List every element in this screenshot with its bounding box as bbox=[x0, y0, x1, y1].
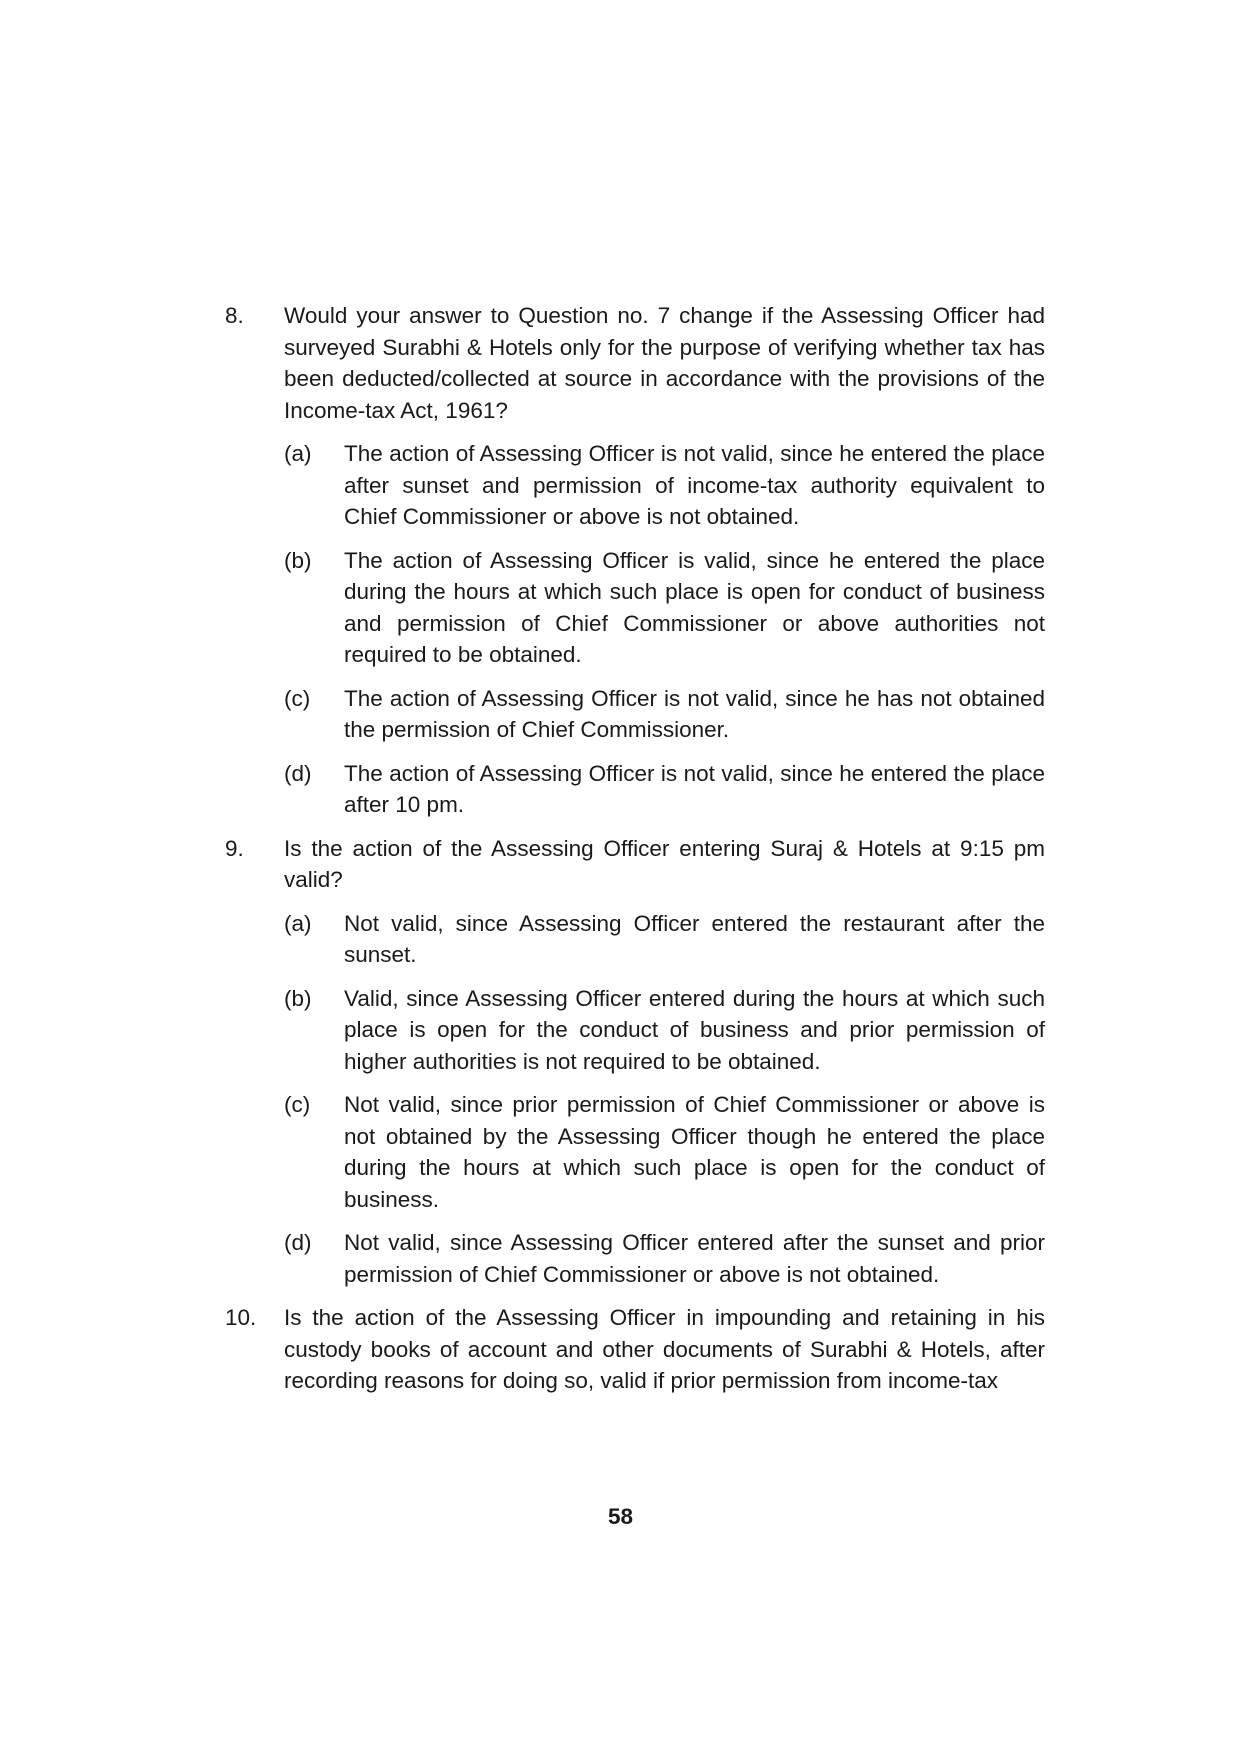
option-label: (b) bbox=[284, 985, 312, 1011]
question-9 bbox=[225, 833, 1045, 1291]
option-label: (b) bbox=[284, 547, 312, 573]
option-text: The action of Assessing Officer is valid, since he entered the place during the hours at which such place is open for conduct of business and permission of Chief Commissioner or above authorities not required to be obtained. bbox=[344, 547, 1045, 667]
option-text: The action of Assessing Officer is not valid, since he entered the place after sunset and permission of income-tax authority equivalent to Chief Commissioner or above is not obtained. bbox=[344, 441, 1045, 529]
page-number: 58 bbox=[607, 1504, 634, 1529]
questions-section bbox=[225, 300, 1045, 1409]
option-text: Valid, since Assessing Officer entered during the hours at which such place is open for the conduct of business and prior permission of higher authorities is not required to be obtained. bbox=[344, 985, 1045, 1074]
question-number: 10. bbox=[225, 1305, 257, 1330]
option-a bbox=[284, 908, 1045, 971]
option-label: (d) bbox=[284, 1230, 312, 1255]
option-d bbox=[284, 1227, 1045, 1290]
question-text: Is the action of the Assessing Officer entering Suraj & Hotels at 9:15 pm valid? bbox=[284, 835, 1045, 892]
option-label: (c) bbox=[284, 685, 311, 711]
question-number: 8. bbox=[225, 303, 244, 328]
options-list bbox=[284, 438, 1045, 821]
option-d bbox=[284, 758, 1045, 821]
option-text: Not valid, since Assessing Officer entered the restaurant after the sunset. bbox=[344, 910, 1045, 967]
option-c bbox=[284, 1089, 1045, 1215]
option-label: (d) bbox=[284, 760, 312, 786]
option-b bbox=[284, 545, 1045, 671]
options-list bbox=[284, 908, 1045, 1291]
option-label: (c) bbox=[284, 1092, 311, 1117]
option-c bbox=[284, 683, 1045, 746]
question-text: Would your answer to Question no. 7 change if the Assessing Officer had surveyed Surabhi & Hotels only for the purpose of verifying whether tax has been deducted/collected at source in accordance with the provisions of the Income-tax Act, 1961? bbox=[284, 303, 1045, 423]
option-text: The action of Assessing Officer is not valid, since he has not obtained the permission of Chief Commissioner. bbox=[344, 685, 1045, 742]
option-a bbox=[284, 438, 1045, 533]
option-label: (a) bbox=[284, 910, 312, 936]
question-text: Is the action of the Assessing Officer in impounding and retaining in his custody books of account and other documents of Surabhi & Hotels, after recording reasons for doing so, valid if prior permission from income-tax bbox=[284, 1305, 1045, 1393]
option-label: (a) bbox=[284, 441, 312, 466]
question-10 bbox=[225, 1302, 1045, 1397]
option-b bbox=[284, 983, 1045, 1078]
option-text: Not valid, since prior permission of Chief Commissioner or above is not obtained by the Assessing Officer though he entered the place during the hours at which such place is open for the conduct of business. bbox=[344, 1092, 1045, 1212]
option-text: Not valid, since Assessing Officer entered after the sunset and prior permission of Chief Commissioner or above is not obtained. bbox=[344, 1230, 1045, 1287]
question-number: 9. bbox=[225, 835, 244, 861]
question-8 bbox=[225, 300, 1045, 821]
option-text: The action of Assessing Officer is not valid, since he entered the place after 10 pm. bbox=[344, 760, 1045, 817]
